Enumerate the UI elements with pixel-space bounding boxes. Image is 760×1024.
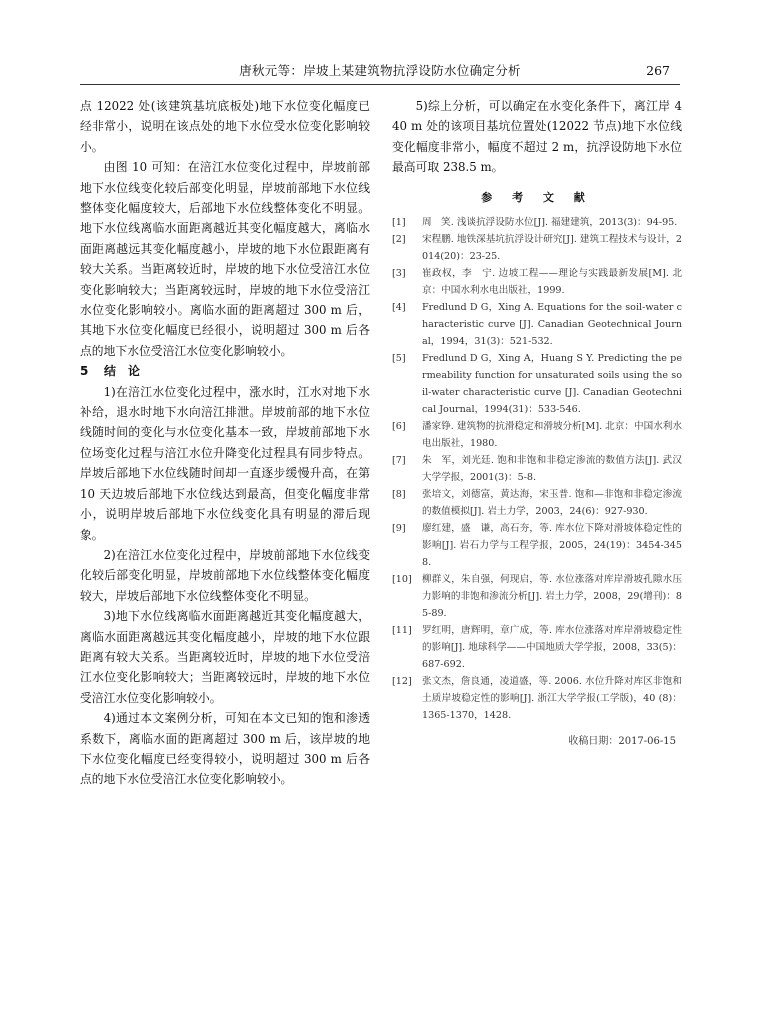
reference-label: [12] — [392, 675, 412, 687]
reference-text: 罗红明，唐辉明，章广成，等. 库水位涨落对库岸滑坡稳定性的影响[J]. 地球科学——中国地质大学学报，2008，33(5)：687-692. — [422, 624, 682, 670]
reference-label: [10] — [392, 573, 412, 585]
received-date: 收稿日期：2017-06-15 — [568, 735, 676, 747]
reference-item — [392, 520, 682, 571]
reference-label: [5] — [392, 352, 406, 364]
reference-label: [8] — [392, 488, 406, 500]
reference-label: [9] — [392, 522, 406, 534]
reference-list — [392, 214, 682, 724]
running-header — [80, 62, 680, 85]
reference-label: [11] — [392, 624, 412, 636]
reference-text: 潘家铮. 建筑物的抗滑稳定和滑坡分析[M]. 北京：中国水利水电出版社，1980. — [422, 420, 682, 449]
reference-text: 张培文，刘德富，黄达海，宋玉普. 饱和—非饱和非稳定渗流的数值模拟[J]. 岩土力学，2003，24(6)：927-930. — [422, 488, 682, 517]
conclusion-item-3: 3)地下水位线离临水面距离越近其变化幅度越大，离临水面距离越远其变化幅度越小，岸坡的地下水位跟距离有较大关系。当距离较近时，岸坡的地下水位受涪江水位变化影响较大；当距离较远时，岸坡的地下水位受涪江水位变化影响较小。 — [80, 609, 370, 705]
reference-label: [3] — [392, 267, 406, 279]
reference-item — [392, 214, 682, 231]
conclusion-item-5: 5)综上分析，可以确定在水变化条件下，离江岸 440 m 处的该项目基坑位置处(12022 节点)地下水位线变化幅度非常小，幅度不超过 2 m，抗浮设防地下水位最高可取 238.5 m。 — [392, 99, 682, 175]
reference-text: 张文杰，詹良通，凌道盛，等. 2006. 水位升降对库区非饱和土质岸坡稳定性的影响[J]. 浙江大学学报(工学版)，40 (8)：1365-1370，1428. — [422, 675, 682, 721]
reference-text: Fredlund D G，Xing A. Equations for the soil-water characteristic curve [J]. Canadian Geotechnical Journal，1994，31(3)：521-532. — [422, 301, 682, 347]
reference-label: [4] — [392, 301, 406, 313]
reference-item — [392, 486, 682, 520]
reference-item — [392, 265, 682, 299]
reference-text: 朱 军，刘光廷. 饱和非饱和非稳定渗流的数值方法[J]. 武汉大学学报，2001(3)：5-8. — [422, 454, 682, 483]
reference-item — [392, 350, 682, 418]
reference-text: 周 笑. 浅谈抗浮设防水位[J]. 福建建筑，2013(3)：94-95. — [422, 216, 678, 228]
reference-item — [392, 231, 682, 265]
reference-item — [392, 673, 682, 724]
section-heading-conclusion — [80, 361, 370, 381]
reference-label: [7] — [392, 454, 406, 466]
references-heading: 参 考 文 献 — [481, 190, 593, 204]
reference-item — [392, 452, 682, 486]
section-title: 结 论 — [104, 364, 141, 379]
page-number: 267 — [646, 63, 670, 78]
running-title: 唐秋元等：岸坡上某建筑物抗浮设防水位确定分析 — [239, 63, 521, 78]
conclusion-item-2: 2)在涪江水位变化过程中，岸坡前部地下水位线变化较后部变化明显，岸坡前部地下水位线整体变化幅度较大，岸坡后部地下水位线整体变化不明显。 — [80, 547, 370, 603]
reference-text: 崔政权，李 宁. 边坡工程——理论与实践最新发展[M]. 北京：中国水利水电出版社，1999. — [422, 267, 682, 296]
reference-item — [392, 571, 682, 622]
paragraph-continuation: 点 12022 处(该建筑基坑底板处)地下水位变化幅度已经非常小，说明在该点处的地下水位受水位变化影响较小。 — [80, 99, 370, 154]
section-number: 5 — [80, 364, 89, 379]
reference-text: 柳群义，朱自强，何现启，等. 水位涨落对库岸滑坡孔隙水压力影响的非饱和渗流分析[J]. 岩土力学，2008，29(增刊)：85-89. — [422, 573, 682, 619]
reference-text: Fredlund D G，Xing A，Huang S Y. Predicting the permeability function for unsaturated soils using the soil-water characteristic curve [J]. Canadian Geotechnical Journal，1994(31)：533-546. — [422, 352, 682, 415]
conclusion-item-4: 4)通过本文案例分析，可知在本文已知的饱和渗透系数下，离临水面的距离超过 300 m 后，该岸坡的地下水位变化幅度已经变得较小，说明超过 300 m 后各点的地下水位受涪江水位变化影响较小。 — [80, 711, 370, 787]
reference-label: [6] — [392, 420, 406, 432]
reference-label: [2] — [392, 233, 406, 245]
reference-item — [392, 418, 682, 452]
reference-text: 宋程鹏. 地铁深基坑抗浮设计研究[J]. 建筑工程技术与设计，2014(20)：23-25. — [422, 233, 682, 262]
right-column — [392, 96, 682, 750]
left-column — [80, 96, 370, 790]
conclusion-item-1: 1)在涪江水位变化过程中，涨水时，江水对地下水补给，退水时地下水向涪江排泄。岸坡前部的地下水位线随时间的变化与水位变化基本一致，岸坡前部地下水位场变化过程与涪江水位升降变化过程具有同步特点。岸坡后部地下水位线随时间却一直逐步缓慢升高，在第 10 天边坡后部地下水位线达到最高，但变化幅度非常小，说明岸坡后部地下水位线变化具有明显的滞后现象。 — [80, 384, 370, 542]
reference-item — [392, 299, 682, 350]
paragraph-figure-10-analysis: 由图 10 可知：在涪江水位变化过程中，岸坡前部地下水位线变化较后部变化明显，岸坡前部地下水位线整体变化幅度较大，后部地下水位线整体变化不明显。地下水位线离临水面距离越近其变化幅度越大，离临水面距离越远其变化幅度越小，岸坡的地下水位跟距离有较大关系。当距离较近时，岸坡的地下水位受涪江水位变化影响较大；当距离较远时，岸坡的地下水位受涪江水位变化影响较小。离临水面的距离超过 300 m 后，其地下水位变化幅度已经很小，说明超过 300 m 后各点的地下水位受涪江水位变化影响较小。 — [80, 160, 370, 358]
reference-label: [1] — [392, 216, 406, 228]
reference-text: 廖红建，盛 谦，高石夯，等. 库水位下降对滑坡体稳定性的影响[J]. 岩石力学与工程学报，2005，24(19)：3454-3458. — [422, 522, 682, 568]
reference-item — [392, 622, 682, 673]
